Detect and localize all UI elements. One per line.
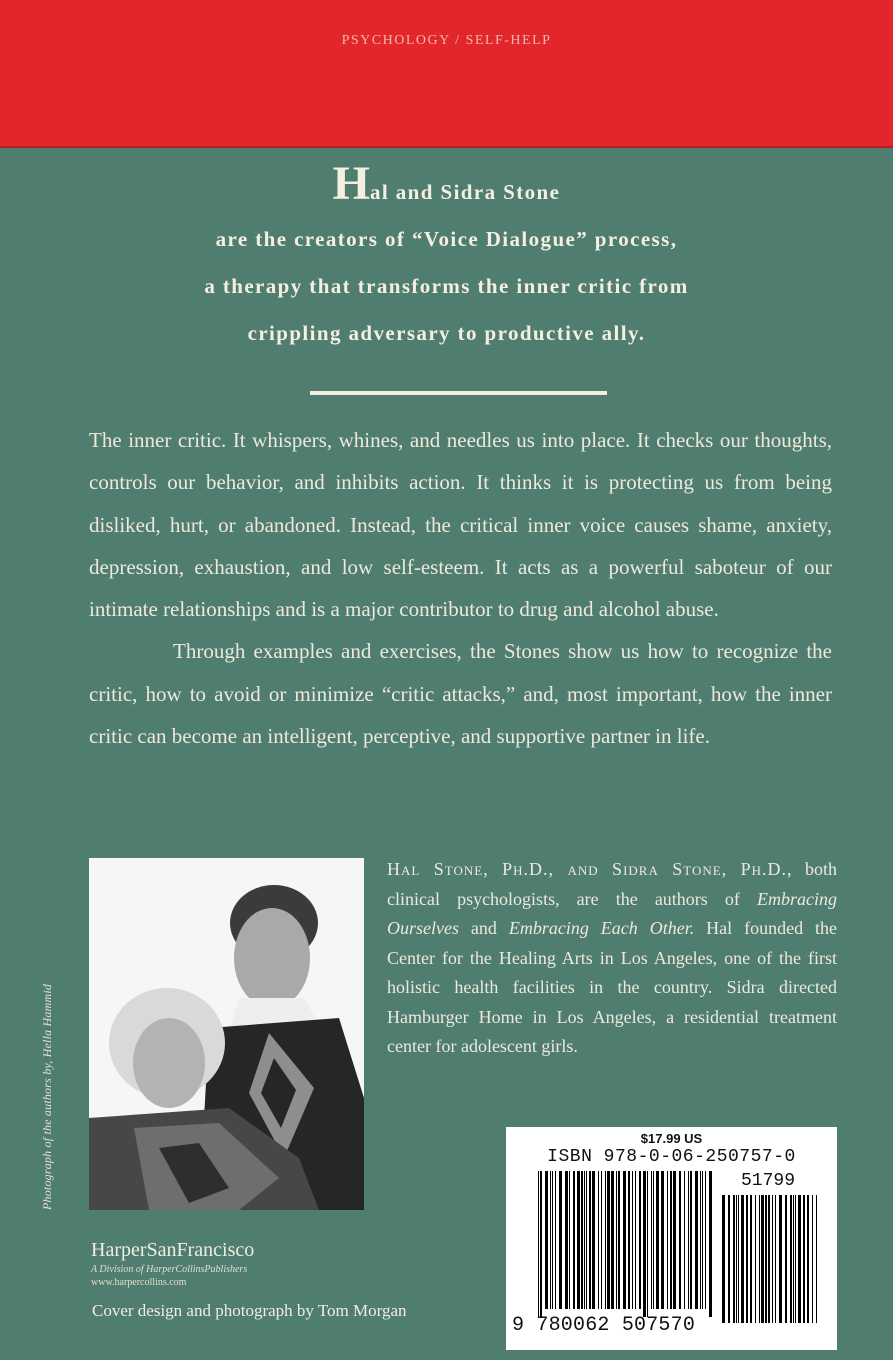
barcode-bar xyxy=(611,1171,614,1309)
barcode-bar xyxy=(647,1171,648,1317)
barcode-bar xyxy=(761,1195,764,1323)
publisher-division: A Division of HarperCollinsPublishers xyxy=(91,1264,248,1275)
barcode-bar xyxy=(765,1195,767,1323)
barcode-bar xyxy=(798,1195,801,1323)
barcode-bar xyxy=(616,1171,617,1309)
headline-dropcap: H xyxy=(332,157,370,210)
barcode-bar xyxy=(684,1171,685,1309)
barcode-bar xyxy=(601,1171,602,1309)
barcode-bar xyxy=(807,1195,809,1323)
barcode-box xyxy=(506,1127,837,1350)
authors-photo xyxy=(89,858,364,1210)
photo-credit: Photograph of the authors by, Hella Hammid xyxy=(40,983,54,1210)
barcode-bar xyxy=(772,1195,773,1323)
barcode-bar xyxy=(673,1171,676,1309)
barcode-bar xyxy=(812,1195,813,1323)
headline-line-2: are the creators of “Voice Dialogue” process, xyxy=(215,227,678,251)
addon-barcode xyxy=(722,1195,817,1323)
ean-number: 9 780062 507570 xyxy=(512,1314,696,1337)
divider-rule xyxy=(310,391,607,395)
barcode-bar xyxy=(581,1171,583,1309)
barcode-bar xyxy=(768,1195,770,1323)
ean-barcode xyxy=(538,1171,712,1317)
barcode-bar xyxy=(661,1171,664,1309)
barcode-bar xyxy=(700,1171,701,1309)
barcode-bar xyxy=(795,1195,796,1323)
addon-number: 51799 xyxy=(740,1171,795,1191)
barcode-bar xyxy=(690,1171,692,1309)
authors-photo-illustration xyxy=(89,858,364,1210)
description-paragraph-1: The inner critic. It whispers, whines, and needles us into place. It checks our thoughts, controls our behavior, and inhibits action. It thinks it is protecting us from being disliked, hurt, or abandoned. Instead, the critical inner voice causes shame, anxiety, depression, exhaustion, and low self-esteem. It acts as a powerful saboteur of our intimate relationships and is a major contributor to drug and alcohol abuse. xyxy=(89,428,832,622)
isbn-label: ISBN 978-0-06-250757-0 xyxy=(547,1147,796,1167)
barcode-bar xyxy=(632,1171,633,1309)
headline-line-4: crippling adversary to productive ally. xyxy=(247,321,646,345)
barcode-bar xyxy=(540,1171,542,1317)
barcode-bar xyxy=(741,1195,744,1323)
barcode-bar xyxy=(746,1195,748,1323)
barcode-bar xyxy=(793,1195,794,1323)
barcode-bar xyxy=(565,1171,568,1309)
barcode-bar xyxy=(679,1171,681,1309)
publisher-name: HarperSanFrancisco xyxy=(91,1239,255,1261)
barcode-bar xyxy=(705,1171,706,1309)
barcode-bar xyxy=(589,1171,591,1309)
headline xyxy=(0,157,893,357)
barcode-bar xyxy=(651,1171,652,1309)
barcode-bar xyxy=(759,1195,760,1323)
book-title-1: Embracing Ourselves xyxy=(387,888,837,938)
barcode-bar xyxy=(738,1195,739,1323)
barcode-bar xyxy=(586,1171,587,1309)
barcode-bar xyxy=(538,1171,539,1317)
barcode-bar xyxy=(728,1195,730,1323)
book-title-2: Embracing Each Other. xyxy=(508,918,695,938)
barcode-bar xyxy=(550,1171,551,1309)
description xyxy=(89,419,832,757)
barcode-bar xyxy=(639,1171,641,1309)
barcode-bar xyxy=(592,1171,595,1309)
barcode-bar xyxy=(598,1171,599,1309)
barcode-bar xyxy=(670,1171,672,1309)
price-label: $17.99 US xyxy=(640,1131,703,1146)
barcode-bar xyxy=(722,1195,725,1323)
barcode-bar xyxy=(702,1171,703,1309)
barcode-bar xyxy=(709,1171,712,1317)
barcode-bar xyxy=(667,1171,668,1309)
barcode-bar xyxy=(618,1171,620,1309)
barcode-bar xyxy=(775,1195,776,1323)
barcode-bar xyxy=(623,1171,626,1309)
barcode-bar xyxy=(577,1171,580,1309)
barcode-bar xyxy=(750,1195,752,1323)
author-bio: Hal Stone, Ph.D., and Sidra Stone, Ph.D., both clinical psychologists, are the authors of Embracing Ourselves and Embracing Each Other. Hal founded the Center for the Healing Arts in Los Angeles, one of the first holistic health facilities in the country. Sidra directed Hamburger Home in Los Angeles, a residential treatment center for adolescent girls. xyxy=(387,859,837,1056)
headline-line-1: Hal and Sidra Stone xyxy=(332,157,561,210)
barcode-bar xyxy=(803,1195,805,1323)
headline-line-3: a therapy that transforms the inner critic from xyxy=(204,274,689,298)
barcode-bar xyxy=(555,1171,556,1309)
barcode-bar xyxy=(643,1171,646,1317)
barcode-bar xyxy=(573,1171,575,1309)
barcode-bar xyxy=(779,1195,782,1323)
barcode-bar xyxy=(605,1171,606,1309)
barcode-bar xyxy=(545,1171,548,1309)
barcode-bar xyxy=(790,1195,792,1323)
publisher-website: www.harpercollins.com xyxy=(91,1277,187,1288)
barcode-bar xyxy=(635,1171,636,1309)
barcode-bar xyxy=(656,1171,659,1309)
top-color-band xyxy=(0,0,893,148)
barcode-bar xyxy=(733,1195,735,1323)
barcode-bar xyxy=(785,1195,787,1323)
barcode-bar xyxy=(816,1195,817,1323)
barcode-bar xyxy=(584,1171,585,1309)
description-paragraph-2: Through examples and exercises, the Stones show us how to recognize the critic, how to avoid or minimize “critic attacks,” and, most important, how the inner critic can become an intelligent, perceptive, and supportive partner in life. xyxy=(89,639,832,749)
barcode-bar xyxy=(755,1195,756,1323)
barcode-bar xyxy=(628,1171,630,1309)
barcode-bar xyxy=(653,1171,654,1309)
barcode-bar xyxy=(559,1171,562,1309)
design-credit: Cover design and photograph by Tom Morgan xyxy=(92,1301,407,1320)
barcode-bar xyxy=(607,1171,610,1309)
barcode-bar xyxy=(569,1171,570,1309)
author-names: Hal Stone, Ph.D., and Sidra Stone, Ph.D., xyxy=(387,859,793,879)
barcode-bar xyxy=(695,1171,698,1309)
category-label: PSYCHOLOGY / SELF-HELP xyxy=(341,33,552,48)
barcode-bar xyxy=(688,1171,689,1309)
barcode-bar xyxy=(736,1195,737,1323)
barcode-bar xyxy=(552,1171,553,1309)
